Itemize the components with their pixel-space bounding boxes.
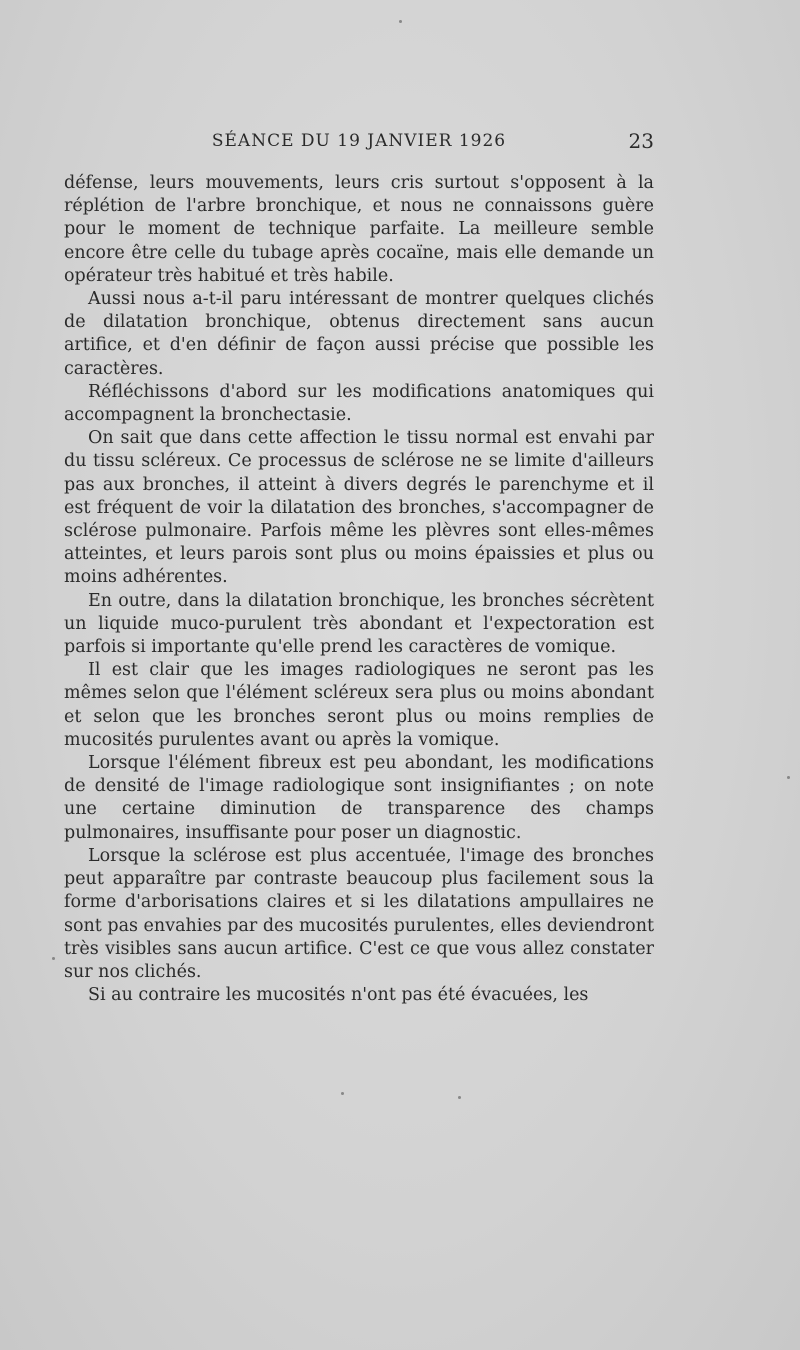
running-head: SÉANCE DU 19 JANVIER 1926 <box>211 131 507 151</box>
scan-speck <box>787 776 790 779</box>
paragraph-1: défense, leurs mouvements, leurs cris surtout s'opposent à la réplétion de l'arbre bronchique, et nous ne connaissons guère pour le moment de technique parfaite. La meilleure semble encore être celle du tubage après cocaïne, mais elle demande un opérateur très habitué et très habile. <box>64 173 654 286</box>
scan-speck <box>52 957 55 960</box>
scan-speck <box>458 1096 461 1099</box>
page-number: 23 <box>628 129 654 153</box>
scan-speck <box>399 20 402 23</box>
scan-speck <box>341 1092 344 1095</box>
paragraph-9: Si au contraire les mucosités n'ont pas été évacuées, les <box>88 985 589 1006</box>
body-text <box>64 172 654 1007</box>
paragraph-8: Lorsque la sclérose est plus accentuée, l'image des bronches peut apparaître par contraste beaucoup plus facilement sous la forme d'arborisations claires et si les dilatations ampullaires ne sont pas envahies par des mucosités purulentes, elles deviendront très visibles sans aucun artifice. C'est ce que vous allez constater sur nos clichés. <box>64 845 655 982</box>
paragraph-5: En outre, dans la dilatation bronchique, les bronches sécrètent un liquide muco-purulent très abondant et l'expectoration est parfois si importante qu'elle prend les caractères de vomique. <box>64 590 654 658</box>
paragraph-2: Aussi nous a-t-il paru intéressant de montrer quelques clichés de dilatation bronchique, obtenus directement sans aucun artifice, et d'en définir de façon aussi précise que possible les caractères. <box>64 289 654 379</box>
page-header <box>64 126 654 156</box>
paragraph-3: Réfléchissons d'abord sur les modifications anatomiques qui accompagnent la bronchectasie. <box>64 381 654 426</box>
paragraph-7: Lorsque l'élément fibreux est peu abondant, les modifications de densité de l'image radiologique sont insignifiantes ; on note une certaine diminution de transparence des champs pulmonaires, insuffisante pour poser un diagnostic. <box>64 753 654 843</box>
paragraph-6: Il est clair que les images radiologiques ne seront pas les mêmes selon que l'élément scléreux sera plus ou moins abondant et selon que les bronches seront plus ou moins remplies de mucosités purulentes avant ou après la vomique. <box>64 660 654 750</box>
paragraph-4: On sait que dans cette affection le tissu normal est envahi par du tissu scléreux. Ce processus de sclérose ne se limite d'ailleurs pas aux bronches, il atteint à divers degrés le parenchyme et il est fréquent de voir la dilatation des bronches, s'accompagner de sclérose pulmonaire. Parfois même les plèvres sont elles-mêmes atteintes, et leurs parois sont plus ou moins épaissies et plus ou moins adhérentes. <box>64 428 654 588</box>
